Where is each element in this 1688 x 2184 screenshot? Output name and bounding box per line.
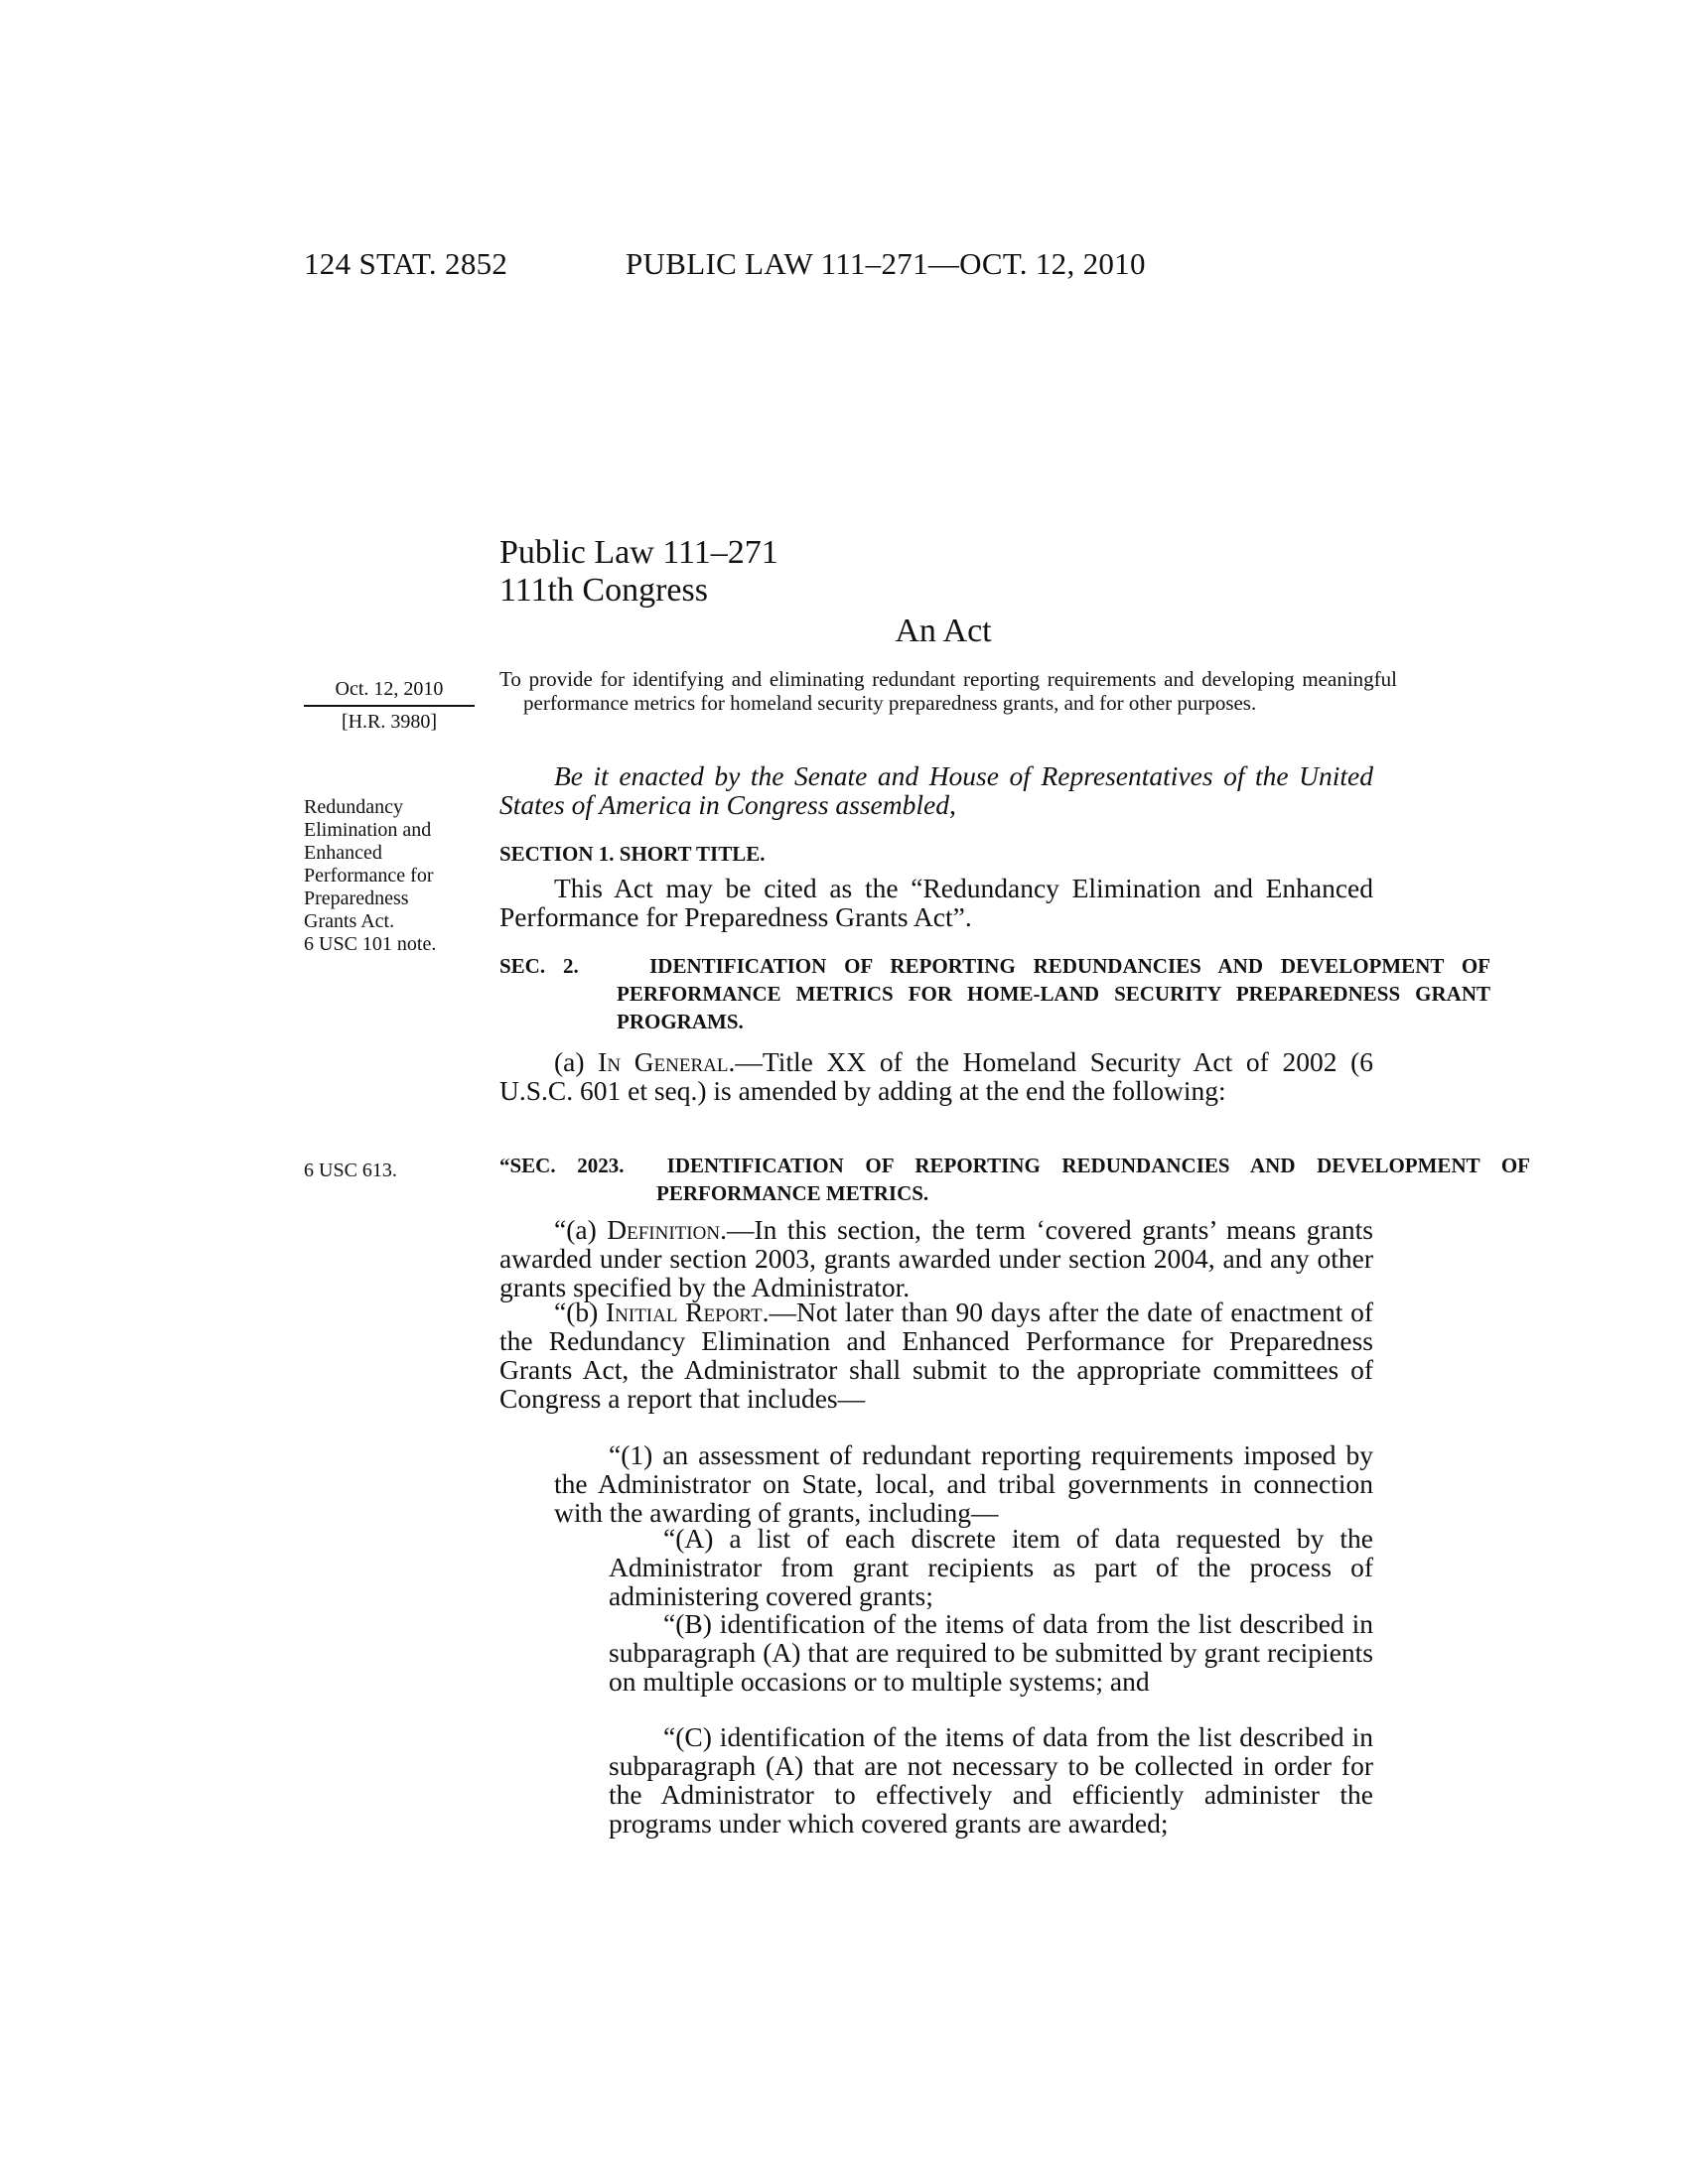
page-citation: 124 STAT. 2852 bbox=[304, 246, 508, 281]
margin-note-line: Redundancy bbox=[304, 796, 403, 818]
short-title-margin-note bbox=[304, 796, 475, 956]
subparagraph-c: “(C) identification of the items of data from the list described in subparagraph (A) that are not necessary to be collected in order for the Administrator to effectively and efficiently administer the programs under which covered grants are awarded; bbox=[609, 1721, 1373, 1839]
paragraph-1: “(1) an assessment of redundant reporting requirements imposed by the Administrator on State, local, and tribal governments in connection with the awarding of grants, including— bbox=[554, 1439, 1373, 1528]
subsection-text: .—Title XX of the Homeland Security Act of 2002 (6 U.S.C. 601 et seq.) is amended by adding at the end the following: bbox=[499, 1046, 1373, 1106]
running-title: PUBLIC LAW 111–271—OCT. 12, 2010 bbox=[626, 246, 1146, 281]
sec2023-heading bbox=[499, 1152, 1530, 1207]
sec2023-subsection-a bbox=[499, 1215, 1373, 1301]
margin-note-line: Performance for bbox=[304, 865, 434, 887]
law-number: Public Law 111–271 bbox=[499, 534, 778, 571]
subparagraph-b: “(B) identification of the items of data from the list described in subparagraph (A) that are required to be submitted by grant recipients on multiple occasions or to multiple systems; and bbox=[609, 1608, 1373, 1697]
usc-613-margin-note: 6 USC 613. bbox=[304, 1160, 397, 1181]
subsection-label: (a) bbox=[554, 1046, 599, 1077]
subsection-text: .—Not later than 90 days after the date of enactment of the Redundancy Elimination and Enhanced Performance for Preparedness Grants Act, the Administrator shall submit to the appropriate committees of Congress a report that includes— bbox=[499, 1297, 1374, 1414]
subsection-caption: Initial Report bbox=[606, 1297, 763, 1327]
sec2023-subsection-b bbox=[499, 1297, 1373, 1413]
congress-number: 111th Congress bbox=[499, 572, 708, 609]
section2-heading bbox=[499, 952, 1490, 1035]
subsection-label: “(b) bbox=[554, 1297, 606, 1327]
section1-heading: SECTION 1. SHORT TITLE. bbox=[499, 842, 766, 866]
margin-note-line: Preparedness bbox=[304, 887, 409, 909]
law-title-block bbox=[499, 534, 778, 610]
margin-note-line: Elimination and bbox=[304, 819, 432, 841]
enacting-clause: Be it enacted by the Senate and House of Representatives of the United States of America in Congress assembled, bbox=[499, 760, 1373, 820]
subsection-caption: In General bbox=[598, 1046, 729, 1077]
margin-rule bbox=[304, 705, 475, 707]
margin-note-line: Grants Act. bbox=[304, 910, 395, 932]
subsection-label: “(a) bbox=[554, 1214, 608, 1245]
section2-subsection-a bbox=[499, 1047, 1373, 1105]
subsection-text: .—In this section, the term ‘covered grants’ means grants awarded under section 2003, grants awarded under section 2004, and any other grants specified by the Administrator. bbox=[499, 1214, 1373, 1302]
sec2023-heading-text: IDENTIFICATION OF REPORTING REDUNDANCIES AND DEVELOPMENT OF PERFORMANCE METRICS. bbox=[656, 1154, 1530, 1205]
sec2023-heading-prefix: “SEC. 2023. bbox=[499, 1154, 625, 1177]
section2-heading-text: IDENTIFICATION OF REPORTING REDUNDANCIES AND DEVELOPMENT OF PERFORMANCE METRICS FOR HOME-LAND SECURITY PREPAREDNESS GRANT PROGRAMS. bbox=[617, 954, 1490, 1033]
date-margin-note bbox=[304, 678, 475, 734]
enactment-date: Oct. 12, 2010 bbox=[335, 678, 444, 700]
long-title: To provide for identifying and eliminating redundant reporting requirements and developing meaningful performance metrics for homeland security preparedness grants, and for other purposes. bbox=[499, 667, 1397, 715]
subsection-caption: Definition bbox=[607, 1214, 721, 1245]
act-heading: An Act bbox=[895, 613, 992, 649]
subparagraph-a: “(A) a list of each discrete item of data requested by the Administrator from grant recipients as part of the process of administering covered grants; bbox=[609, 1523, 1373, 1611]
section1-text: This Act may be cited as the “Redundancy Elimination and Enhanced Performance for Preparedness Grants Act”. bbox=[499, 873, 1373, 932]
margin-note-line: Enhanced bbox=[304, 842, 382, 864]
section2-heading-prefix: SEC. 2. bbox=[499, 954, 579, 978]
bill-number: [H.R. 3980] bbox=[341, 711, 438, 733]
margin-note-line: 6 USC 101 note. bbox=[304, 933, 437, 955]
